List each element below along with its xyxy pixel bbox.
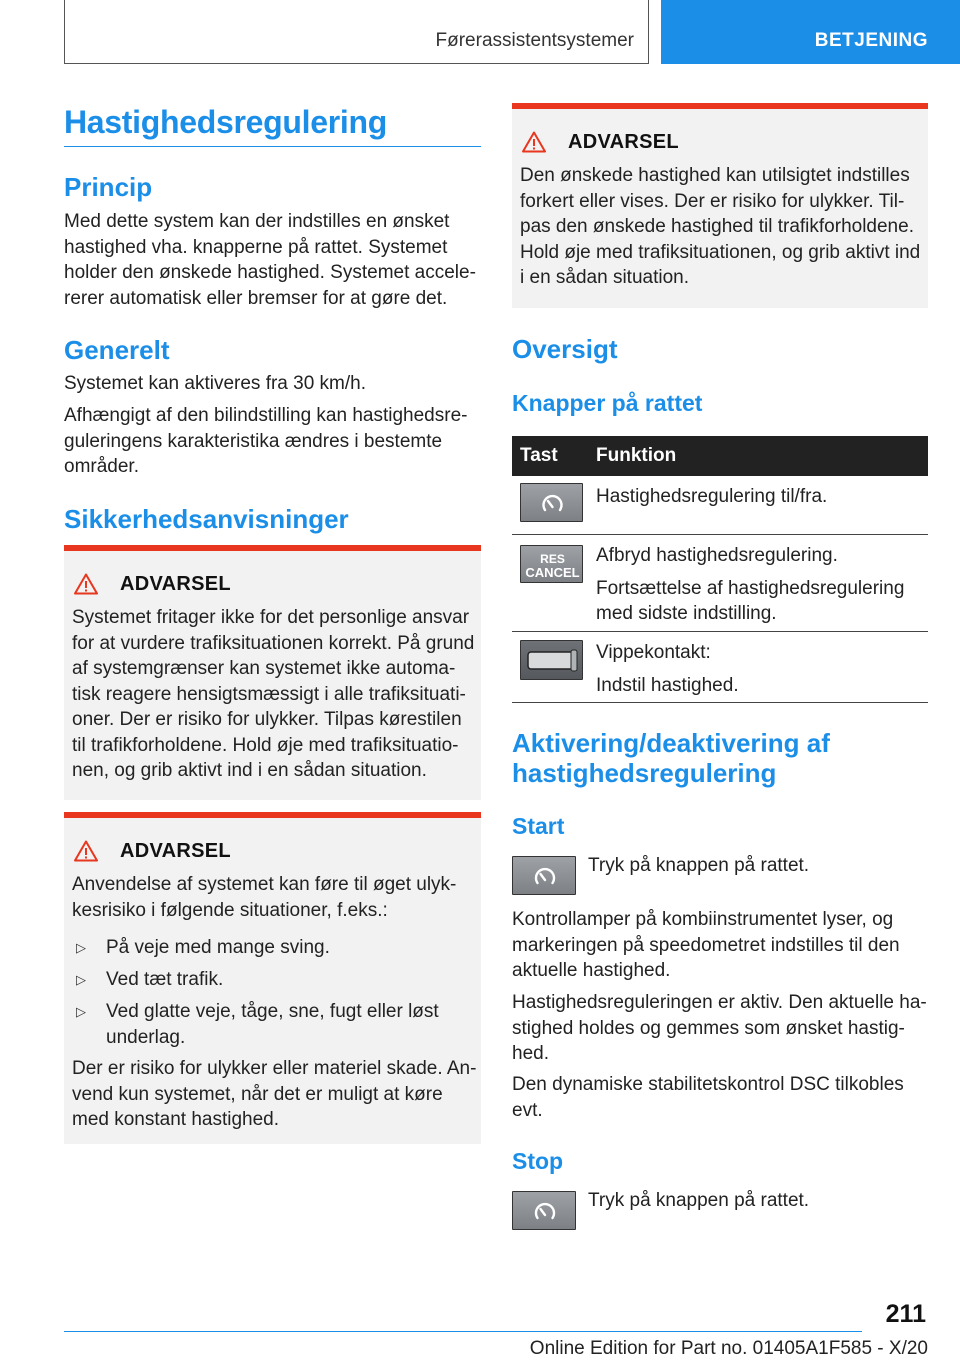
start-instruction: Tryk på knappen på rattet. (588, 855, 810, 876)
heading-safety: Sikkerhedsanvisninger (64, 504, 349, 534)
text-line: forkert eller vises. Der er risiko for ulykker. Til‐ (520, 190, 905, 212)
text-line: tisk reagere hensigtsmæssigt i alle trafiksituati‐ (72, 683, 466, 705)
generelt-paragraph (64, 403, 481, 480)
warning-header (522, 129, 679, 155)
text-line: Systemet fritager ikke for det personlige ansvar (72, 607, 470, 628)
header-section-title: Førerassistentsystemer (435, 30, 634, 51)
warning-title: ADVARSEL (120, 572, 231, 595)
heading-oversigt: Oversigt (512, 334, 618, 364)
text-line: kesrisiko i følgende situationer, f.eks.: (72, 899, 388, 921)
text-line: for at vurdere trafiksituationen korrekt. På grund (72, 632, 475, 654)
text-line: Den ønskede hastighed kan utilsigtet indstilles (520, 165, 910, 186)
text-line: rerer automatisk eller bremser for at gøre det. (64, 287, 448, 309)
warning-header (74, 571, 231, 597)
table-cell-function (596, 543, 904, 627)
table-col-tast: Tast (520, 445, 558, 466)
text-line: Vippekontakt: (596, 642, 711, 663)
warning-triangle-icon (74, 573, 98, 595)
text-line: Hastighedsregulering til/fra. (596, 486, 828, 507)
text-line: nen, og grib aktivt ind i en sådan situation. (72, 760, 427, 781)
bullet-triangle-icon: ▷ (76, 1004, 86, 1019)
cancel-label: CANCEL (525, 565, 580, 580)
table-cell-function (596, 640, 739, 698)
title-rule (64, 146, 481, 147)
text-line: Den dynamiske stabilitetskontrol DSC tilkobles (512, 1074, 904, 1095)
text-line: holder den ønskede hastighed. Systemet accele‐ (64, 262, 476, 283)
text-line: Hold øje med trafiksituationen, og grib aktivt ind (520, 241, 921, 263)
text-line: Afhængigt af den bilindstilling kan hastighedsre‐ (64, 405, 468, 426)
table-cell-function (596, 484, 827, 510)
text-line: hed. (512, 1043, 549, 1064)
text-line: aktuelle hastighed. (512, 960, 671, 981)
table-row (512, 632, 928, 703)
heading-line: hastighedsregulering (512, 758, 777, 788)
generelt-line: Systemet kan aktiveres fra 30 km/h. (64, 373, 367, 394)
warning-header (74, 838, 231, 864)
text-line: Ved tæt trafik. (106, 969, 224, 990)
bullet-triangle-icon: ▷ (76, 940, 86, 955)
text-line: pas den ønskede hastighed til trafikforholdene. (520, 216, 914, 237)
heading-stop: Stop (512, 1148, 564, 1174)
text-line: Kontrollamper på kombiinstrumentet lyser, og (512, 909, 894, 930)
table-col-funktion: Funktion (596, 445, 677, 466)
bullet-triangle-icon: ▷ (76, 972, 86, 987)
res-label: RES (540, 552, 565, 566)
text-line: vend kun systemet, når det er muligt at køre (72, 1083, 443, 1105)
text-line: Afbryd hastighedsregulering. (596, 545, 838, 566)
heading-knapper: Knapper på rattet (512, 390, 703, 416)
cruise-control-icon (520, 483, 583, 522)
rocker-switch-icon (520, 640, 583, 680)
warning-text (72, 605, 477, 784)
warning-triangle-icon (74, 840, 98, 862)
warning-title: ADVARSEL (120, 839, 231, 862)
table-row (512, 476, 928, 535)
start-paragraph-1 (512, 907, 928, 984)
res-cancel-button-icon (520, 545, 583, 583)
text-line: områder. (64, 456, 139, 477)
text-line: oner. Der er risiko for ulykker. Tilpas kørestilen (72, 709, 462, 730)
page-title: Hastighedsregulering (64, 104, 387, 140)
warning-intro (72, 872, 477, 923)
bullet-item (72, 935, 330, 961)
text-line: stighed holdes og gemmes som ønsket hastig‐ (512, 1017, 905, 1039)
page-number: 211 (885, 1300, 926, 1328)
start-paragraph-3 (512, 1072, 928, 1123)
heading-line: Aktivering/deaktivering af (512, 728, 830, 758)
start-paragraph-2 (512, 990, 928, 1067)
warning-box-1 (64, 545, 481, 800)
heading-princip: Princip (64, 172, 153, 202)
text-line: På veje med mange sving. (106, 937, 330, 958)
text-line: Fortsættelse af hastighedsregulering (596, 577, 905, 599)
cruise-control-icon (512, 856, 576, 895)
bullet-item (72, 999, 439, 1050)
text-line: af systemgrænser kan systemet ikke automa‐ (72, 658, 456, 679)
footer-rule (64, 1331, 862, 1332)
text-line: hastighed vha. knapperne på rattet. Systemet (64, 236, 448, 258)
text-line: Der er risiko for ulykker eller materiel skade. An‐ (72, 1058, 477, 1079)
heading-aktivering (512, 728, 830, 788)
stop-instruction: Tryk på knappen på rattet. (588, 1190, 810, 1211)
bullet-item (72, 967, 223, 993)
warning-title: ADVARSEL (568, 130, 679, 153)
text-line: Indstil hastighed. (596, 674, 739, 696)
text-line: Med dette system kan der indstilles en ønsket (64, 211, 450, 232)
text-line: underlag. (106, 1026, 186, 1048)
header-chapter-title: BETJENING (814, 30, 928, 51)
text-line: guleringens karakteristika ændres i bestemte (64, 430, 443, 452)
text-line: med sidste indstilling. (596, 603, 777, 624)
heading-generelt: Generelt (64, 335, 170, 365)
warning-outro (72, 1056, 477, 1133)
text-line: Anvendelse af systemet kan føre til øget ulyk‐ (72, 874, 457, 895)
text-line: evt. (512, 1099, 543, 1121)
heading-start: Start (512, 813, 565, 839)
warning-text (520, 163, 924, 291)
warning-box-3 (512, 103, 928, 308)
header-chapter-tab (661, 0, 960, 64)
cruise-control-icon (512, 1191, 576, 1230)
table-header (512, 436, 928, 476)
text-line: Ved glatte veje, tåge, sne, fugt eller løst (106, 1001, 439, 1022)
text-line: Hastighedsreguleringen er aktiv. Den aktuelle ha‐ (512, 992, 927, 1013)
table-row (512, 535, 928, 632)
text-line: markeringen på speedometret indstilles til den (512, 934, 900, 956)
warning-triangle-icon (522, 131, 546, 153)
princip-paragraph (64, 209, 481, 311)
text-line: til trafikforholdene. Hold øje med trafiksituatio‐ (72, 734, 459, 756)
header-section-tab (64, 0, 649, 64)
text-line: med konstant hastighed. (72, 1109, 280, 1130)
text-line: i en sådan situation. (520, 267, 690, 288)
warning-box-2 (64, 812, 481, 1144)
footer-edition: Online Edition for Part no. 01405A1F585 - X/20 (529, 1338, 928, 1359)
